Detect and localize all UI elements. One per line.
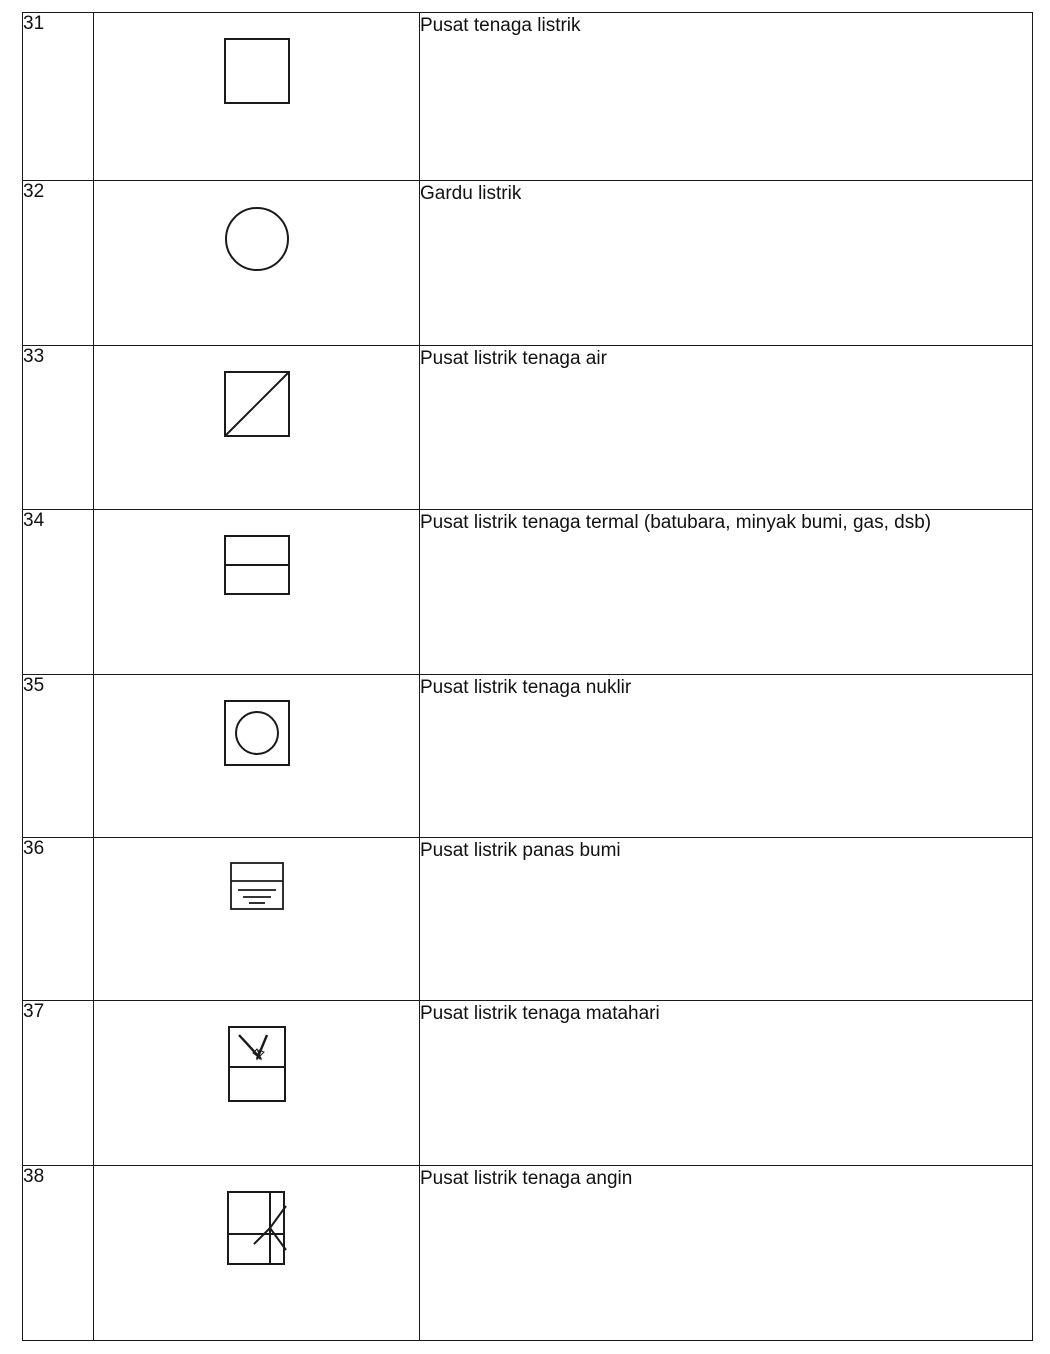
- table-row: [23, 510, 1033, 675]
- row-symbol: [94, 1166, 420, 1341]
- table-row: [23, 346, 1033, 510]
- square-windmill-icon: [224, 1188, 290, 1268]
- row-number: 37: [23, 1001, 94, 1166]
- row-symbol: [94, 13, 420, 181]
- row-symbol: [94, 675, 420, 838]
- square-horizontal-split-icon: [221, 532, 293, 598]
- square-with-circle-icon: [221, 697, 293, 769]
- row-description: Pusat listrik tenaga termal (batubara, minyak bumi, gas, dsb): [420, 510, 1033, 675]
- row-symbol: [94, 510, 420, 675]
- row-description: Pusat listrik tenaga air: [420, 346, 1033, 510]
- row-symbol: [94, 838, 420, 1001]
- table-row: [23, 675, 1033, 838]
- square-sun-rays-icon: [225, 1023, 289, 1105]
- row-number: 33: [23, 346, 94, 510]
- row-number: 31: [23, 13, 94, 181]
- row-description: Pusat listrik tenaga matahari: [420, 1001, 1033, 1166]
- row-number: 38: [23, 1166, 94, 1341]
- row-description: Pusat tenaga listrik: [420, 13, 1033, 181]
- table-row: [23, 1166, 1033, 1341]
- row-number: 36: [23, 838, 94, 1001]
- row-symbol: [94, 346, 420, 510]
- row-number: 35: [23, 675, 94, 838]
- symbol-table: [22, 12, 1033, 1341]
- table-row: [23, 838, 1033, 1001]
- table-row: [23, 13, 1033, 181]
- square-icon: [221, 35, 293, 107]
- table-row: [23, 181, 1033, 346]
- circle-icon: [221, 203, 293, 275]
- row-description: Pusat listrik tenaga nuklir: [420, 675, 1033, 838]
- table-row: [23, 1001, 1033, 1166]
- row-symbol: [94, 1001, 420, 1166]
- row-symbol: [94, 181, 420, 346]
- row-description: Pusat listrik panas bumi: [420, 838, 1033, 1001]
- square-steam-lines-icon: [228, 860, 286, 912]
- square-diagonal-icon: [221, 368, 293, 440]
- row-description: Gardu listrik: [420, 181, 1033, 346]
- row-number: 32: [23, 181, 94, 346]
- row-description: Pusat listrik tenaga angin: [420, 1166, 1033, 1341]
- document-page: [0, 12, 1050, 1354]
- row-number: 34: [23, 510, 94, 675]
